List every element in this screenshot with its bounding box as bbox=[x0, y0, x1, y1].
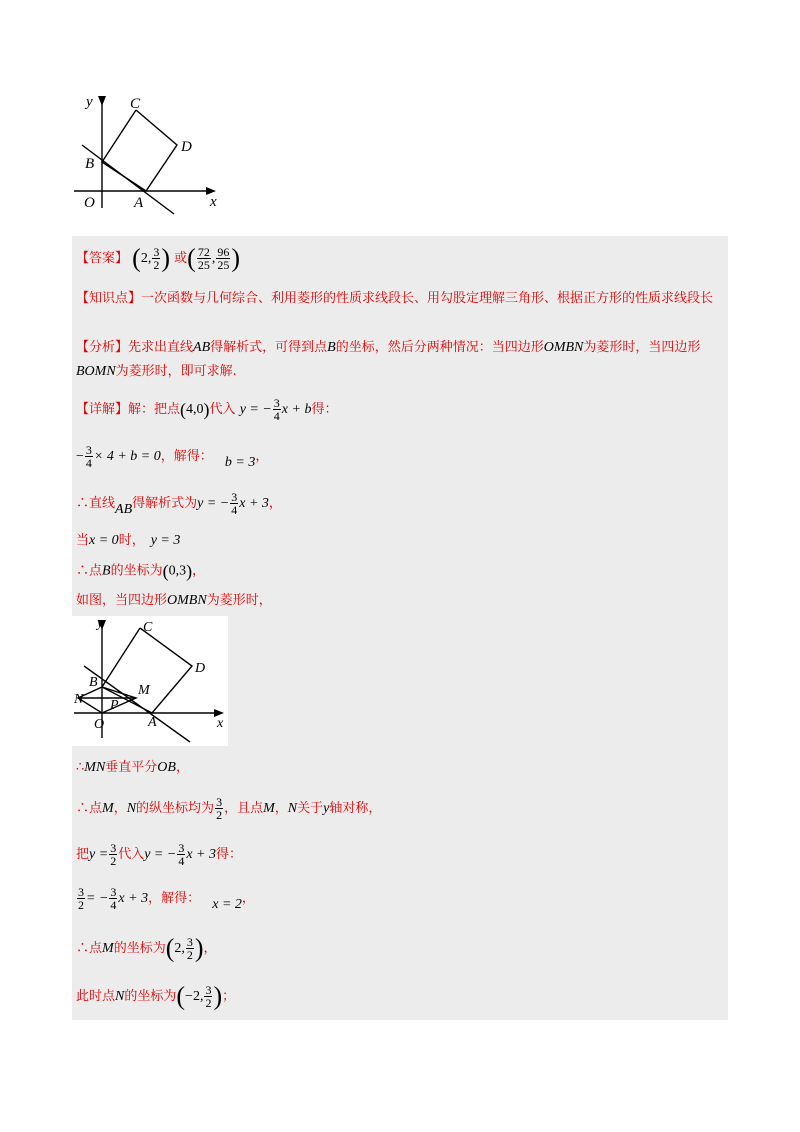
label-o: O bbox=[94, 717, 105, 732]
step-11: ∴点M的坐标为(2, $\frac{3}{2}$ )， bbox=[76, 933, 217, 963]
analysis-tag: 【分析】 bbox=[76, 340, 129, 355]
label-m: M bbox=[138, 683, 150, 698]
step-3: ∴直线AB得解析式为y = − $\frac{3}{4}$ x + 3， bbox=[76, 490, 282, 517]
label-x: x bbox=[217, 716, 224, 731]
analysis-line: 【分析】先求出直线AB得解析式，可得到点B的坐标，然后分两种情况：当四边形OMBN为菱形时，当四边形BOMN为菱形时，即可求解. bbox=[76, 340, 701, 379]
label-d: D bbox=[195, 661, 206, 676]
label-x: x bbox=[210, 194, 217, 210]
label-a: A bbox=[148, 715, 157, 730]
label-n: N bbox=[74, 692, 84, 707]
step-2: − $\frac{3}{4}$ × 4 + b = 0，解得： b = 3， bbox=[76, 443, 269, 470]
step-7: ∴MN垂直平分OB， bbox=[76, 760, 189, 775]
step-6: 如图，当四边形OMBN为菱形时， bbox=[76, 593, 272, 608]
step-8: ∴点M，N的纵坐标均为 $\frac{3}{2}$ ，且点M，N关于y轴对称， bbox=[76, 795, 382, 822]
step-9: 把y = $\frac{3}{2}$ 代入y = − $\frac{3}{4}$ x + 3得： bbox=[76, 841, 242, 868]
line-ab bbox=[82, 145, 174, 214]
figure-1 bbox=[74, 90, 224, 216]
answer-tag: 【答案】 bbox=[76, 251, 129, 266]
label-c: C bbox=[143, 620, 153, 635]
y-arrow-icon bbox=[98, 96, 106, 106]
figure-2 bbox=[72, 616, 228, 746]
answer-line: 【答案】 (2, $\frac{3}{2}$ ) 或( $\frac{72}{25}$ , $\frac{96}{25}$ ) bbox=[76, 243, 240, 273]
label-y: y bbox=[97, 616, 104, 631]
knowledge-tag: 【知识点】 bbox=[76, 291, 142, 306]
label-b: B bbox=[89, 675, 98, 690]
step-10: $\frac{3}{2}$ = − $\frac{3}{4}$ x + 3，解得： x = 2， bbox=[78, 885, 255, 912]
label-y: y bbox=[86, 94, 93, 110]
label-b: B bbox=[85, 156, 95, 172]
label-d: D bbox=[181, 139, 192, 155]
detail-tag: 【详解】 bbox=[76, 402, 129, 417]
label-p: P bbox=[110, 698, 119, 713]
step-5: ∴点B的坐标为(0,3)， bbox=[76, 561, 206, 581]
answer-frac-1: $\frac{3}{2}$ bbox=[153, 245, 160, 272]
step-12: 此时点N的坐标为(−2, $\frac{3}{2}$ )； bbox=[76, 981, 236, 1011]
label-o: O bbox=[84, 195, 95, 211]
answer-frac-3: $\frac{96}{25}$ bbox=[217, 245, 230, 272]
step-4: 当x = 0时， y = 3 bbox=[76, 533, 181, 548]
knowledge-text: 一次函数与几何综合、利用菱形的性质求线段长、用勾股定理解三角形、根据正方形的性质求线段长 bbox=[141, 291, 714, 306]
detail-line: 【详解】解：把点(4,0)代入 y = − $\frac{3}{4}$ x + b得： bbox=[76, 396, 338, 423]
answer-frac-2: $\frac{72}{25}$ bbox=[197, 245, 210, 272]
knowledge-line bbox=[76, 287, 722, 311]
label-a: A bbox=[134, 195, 144, 211]
label-c: C bbox=[130, 96, 141, 112]
square-abcd bbox=[102, 110, 177, 191]
